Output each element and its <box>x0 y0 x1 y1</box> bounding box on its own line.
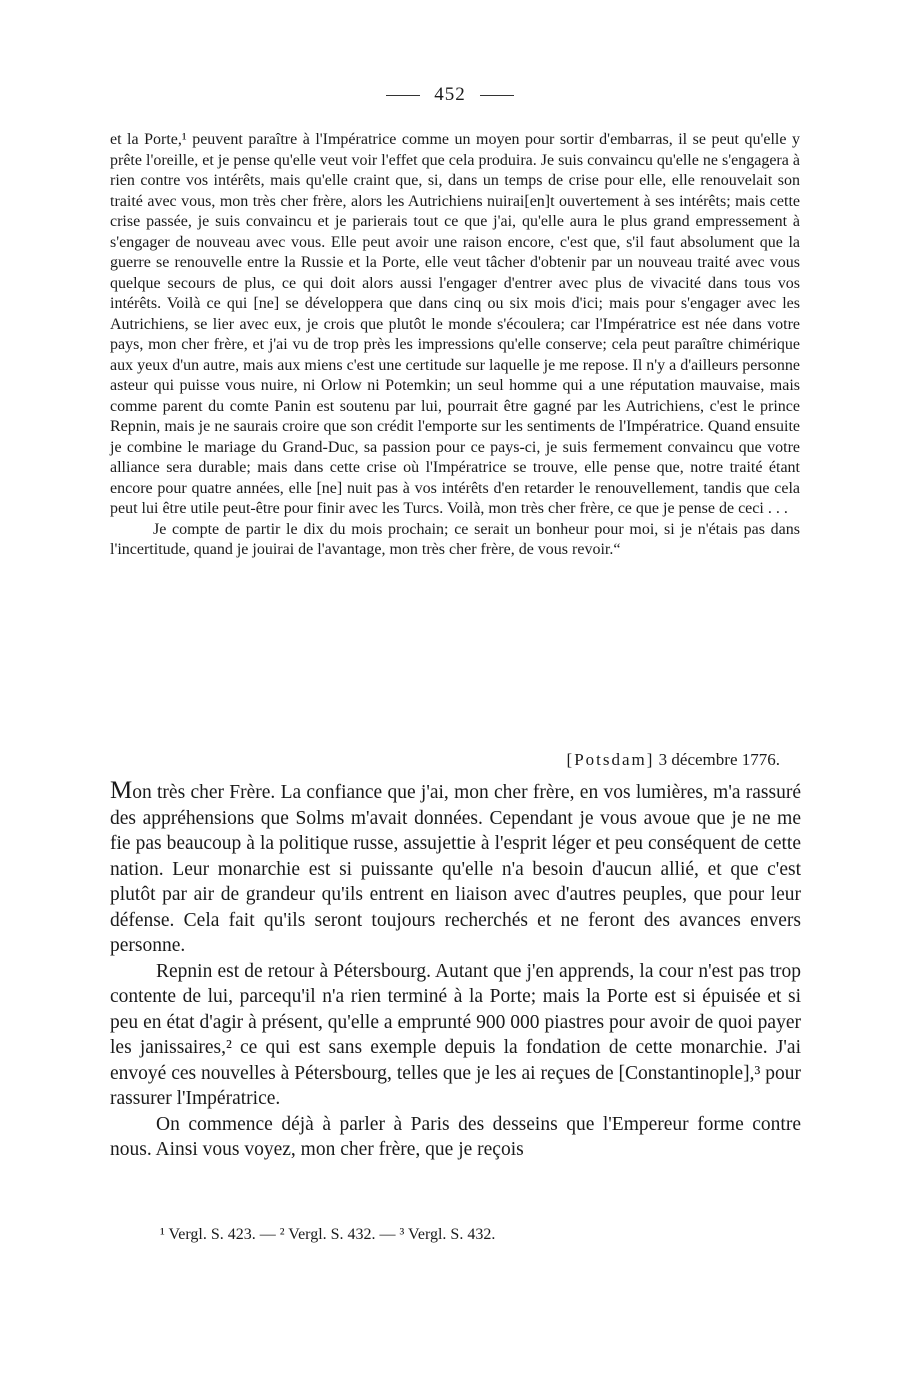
letter-paragraph-1 <box>110 778 801 959</box>
dateline-date: 3 décembre 1776. <box>658 750 780 769</box>
page-number: 452 <box>434 84 466 105</box>
previous-letter-end <box>110 130 800 561</box>
letter-paragraph-1-text: on très cher Frère. La confiance que j'ai, mon cher frère, en vos lumières, m'a rassuré des appréhensions que Solms m'avait données. Cependant je vous avoue que je ne me fie pas beaucoup à la politique russe, assujettie à l'esprit léger et peu conséquent de cette nation. Leur monarchie est si puissante qu'elle n'a besoin d'aucun allié, et que c'est plutôt par air de grandeur qu'ils entrent en liaison avec d'autres peuples, que pour leur défense. Cela fait qu'ils seront toujours recherchés et ne feront des avances envers personne. <box>110 782 801 956</box>
page-header <box>0 84 900 106</box>
previous-letter-paragraph: et la Porte,¹ peuvent paraître à l'Impératrice comme un moyen pour sortir d'embarras, il se peut qu'elle y prête l'oreille, et je pense qu'elle veut voir l'effet que cela produira. Je suis convaincu qu'elle ne s'engagera à rien contre vos intérêts, mais qu'elle craint que, si, dans un temps de crise pour elle, elle renouvelait son traité avec vous, mon très cher frère, alors les Autrichiens nuirai[en]t ouvertement à ses intérêts; mais cette crise passée, je suis convaincu et je parierais tout ce que j'ai, qu'elle aura le plus grand empressement à s'engager de nouveau avec vous. Elle peut avoir une raison encore, c'est que, s'il faut absolument que la guerre se renouvelle entre la Russie et la Porte, elle veut tâcher d'obtenir par un nouveau traité avec vous quelque secours de plus, ce qui doit alors aussi l'engager d'entrer avec plus de vivacité dans tous vos intérêts. Voilà ce qui [ne] se développera que dans cinq ou six mois d'ici; mais pour s'engager avec les Autrichiens, se lier avec eux, je crois que plutôt le monde s'écoulera; car l'Impératrice est née dans votre pays, mon cher frère, et j'ai vu de trop près les impressions qu'elle conserve; cela peut paraître chimérique aux yeux d'un autre, mais aux miens c'est une certitude sur laquelle je me repose. Il n'y a d'ailleurs personne asteur qui puisse vous nuire, ni Orlow ni Potemkin; un seul homme qui a une réputation mauvaise, mais comme parent du comte Panin est soutenu par lui, pourrait être gagné par les Autrichiens, c'est le prince Repnin, mais je ne saurais croire que son crédit l'emporte sur les sentiments de l'Impératrice. Quand ensuite je combine le mariage du Grand-Duc, sa passion pour ce pays-ci, je suis fermement convaincu que votre alliance sera durable; mais dans cette crise où l'Impératrice se trouve, elle pense que, notre traité étant encore pour quatre années, elle [ne] nuit pas à vos intérêts d'en retarder le renouvellement, tandis que cela peut lui être utile peut-être pour finir avec les Turcs. Voilà, mon très cher frère, ce que je pense de ceci . . . <box>110 131 800 517</box>
dateline-place: [Potsdam] <box>566 750 655 769</box>
dateline <box>567 750 780 770</box>
letter-initial: M <box>110 777 133 804</box>
letter-paragraph-2: Repnin est de retour à Pétersbourg. Autant que j'en apprends, la cour n'est pas trop contente de lui, parcequ'il n'a rien terminé à la Porte; mais la Porte est si épuisée et si peu en état d'agir à présent, qu'elle a emprunté 900 000 piastres pour avoir de quoi payer les janissaires,² ce qui est sans exemple depuis la fondation de cette monarchie. J'ai envoyé ces nouvelles à Pétersbourg, telles que je les ai reçues de [Constantinople],³ pour rassurer l'Impératrice. <box>110 960 801 1109</box>
header-dash-right <box>480 95 514 96</box>
header-dash-left <box>386 95 420 96</box>
letter-paragraph-3: On commence déjà à parler à Paris des desseins que l'Empereur forme contre nous. Ainsi vous voyez, mon cher frère, que je reçois <box>110 1113 801 1160</box>
previous-letter-closing: Je compte de partir le dix du mois prochain; ce serait un bonheur pour moi, si je n'étais pas dans l'incertitude, quand je jouirai de l'avantage, mon très cher frère, de vous revoir.“ <box>110 520 800 558</box>
letter-body <box>110 778 801 1163</box>
footnotes: ¹ Vergl. S. 423. — ² Vergl. S. 432. — ³ Vergl. S. 432. <box>160 1226 496 1243</box>
